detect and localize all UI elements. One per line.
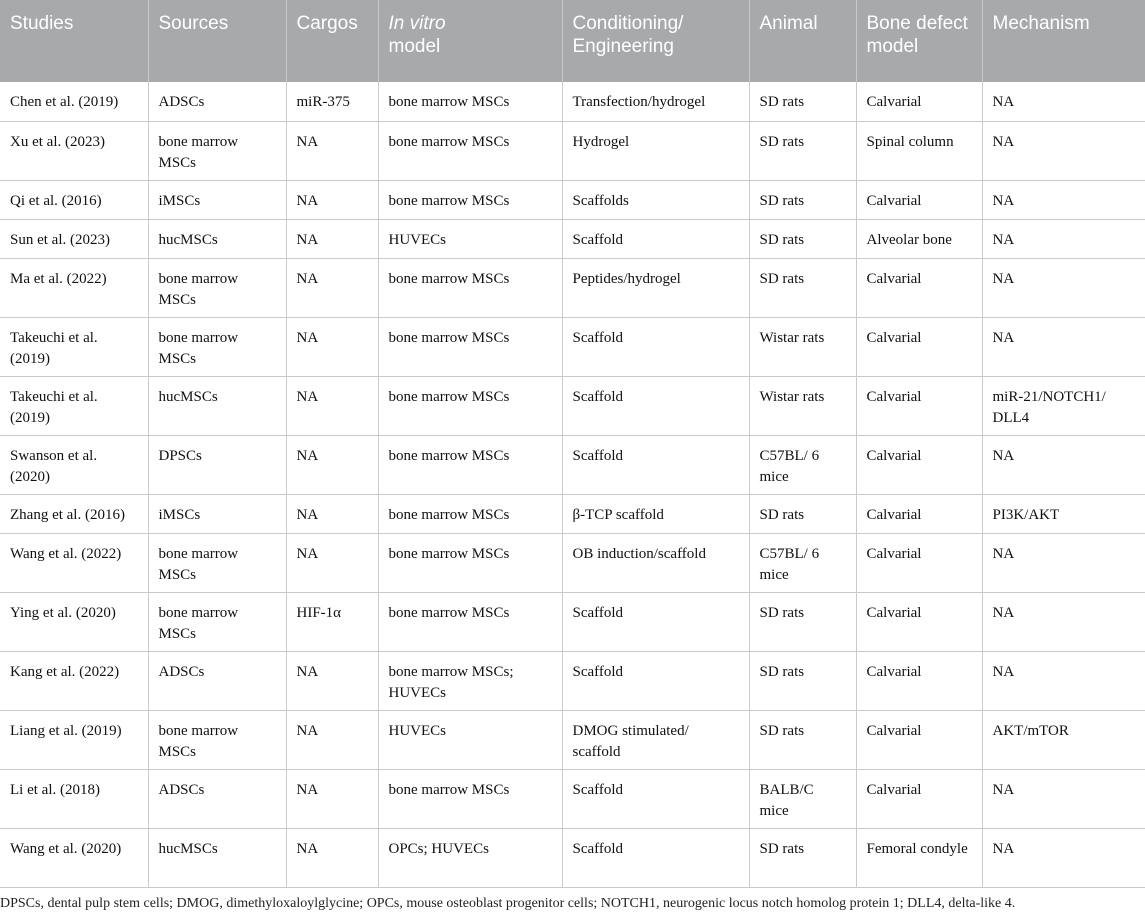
- table-cell: Sun et al. (2023): [0, 219, 148, 258]
- table-cell: NA: [286, 180, 378, 219]
- table-cell: Calvarial: [856, 769, 982, 828]
- table-cell: Spinal column: [856, 121, 982, 180]
- table-cell: bone marrow MSCs: [148, 533, 286, 592]
- table-row: [0, 258, 1145, 317]
- table-cell: SD rats: [749, 494, 856, 533]
- table-cell: Calvarial: [856, 533, 982, 592]
- table-row: [0, 769, 1145, 828]
- table-cell: bone marrow MSCs: [148, 710, 286, 769]
- table-cell: HUVECs: [378, 710, 562, 769]
- table-row: [0, 435, 1145, 494]
- table-cell: NA: [982, 769, 1145, 828]
- table-cell: DMOG stimulated/ scaffold: [562, 710, 749, 769]
- table-cell: SD rats: [749, 710, 856, 769]
- table-cell: Takeuchi et al. (2019): [0, 317, 148, 376]
- table-cell: NA: [982, 828, 1145, 887]
- table-cell: Scaffolds: [562, 180, 749, 219]
- table-cell: Scaffold: [562, 769, 749, 828]
- table-cell: Li et al. (2018): [0, 769, 148, 828]
- table-cell: Calvarial: [856, 494, 982, 533]
- table-cell: Alveolar bone: [856, 219, 982, 258]
- column-header: Bone defect model: [856, 0, 982, 82]
- table-cell: Takeuchi et al. (2019): [0, 376, 148, 435]
- table-cell: miR-375: [286, 82, 378, 121]
- table-cell: bone marrow MSCs: [378, 533, 562, 592]
- table-cell: Xu et al. (2023): [0, 121, 148, 180]
- table-cell: bone marrow MSCs: [378, 258, 562, 317]
- table-cell: Calvarial: [856, 710, 982, 769]
- table-row: [0, 710, 1145, 769]
- table-cell: OPCs; HUVECs: [378, 828, 562, 887]
- column-header: [378, 0, 562, 82]
- column-header: Cargos: [286, 0, 378, 82]
- column-header-italic: In vitro: [388, 13, 446, 34]
- table-cell: NA: [982, 435, 1145, 494]
- table-cell: Scaffold: [562, 828, 749, 887]
- table-cell: AKT/mTOR: [982, 710, 1145, 769]
- table-cell: Calvarial: [856, 435, 982, 494]
- table-cell: NA: [982, 121, 1145, 180]
- table-cell: ADSCs: [148, 82, 286, 121]
- table-footnote: DPSCs, dental pulp stem cells; DMOG, dimethyloxaloylglycine; OPCs, mouse osteoblast progenitor cells; NOTCH1, neurogenic locus notch homolog protein 1; DLL4, delta-like 4.: [0, 896, 1016, 911]
- table-cell: Calvarial: [856, 376, 982, 435]
- table-cell: NA: [286, 828, 378, 887]
- table-cell: hucMSCs: [148, 828, 286, 887]
- table-cell: hucMSCs: [148, 219, 286, 258]
- table-cell: bone marrow MSCs: [378, 376, 562, 435]
- table-cell: SD rats: [749, 180, 856, 219]
- table-row: [0, 82, 1145, 121]
- table-cell: bone marrow MSCs: [378, 317, 562, 376]
- table-cell: Calvarial: [856, 180, 982, 219]
- table-cell: DPSCs: [148, 435, 286, 494]
- table-cell: SD rats: [749, 828, 856, 887]
- table-cell: bone marrow MSCs: [378, 82, 562, 121]
- table-cell: NA: [286, 121, 378, 180]
- table-cell: SD rats: [749, 258, 856, 317]
- table-cell: SD rats: [749, 82, 856, 121]
- table-cell: bone marrow MSCs: [148, 121, 286, 180]
- table-cell: Scaffold: [562, 651, 749, 710]
- table-cell: NA: [286, 317, 378, 376]
- table-cell: NA: [286, 376, 378, 435]
- table-cell: Wistar rats: [749, 376, 856, 435]
- table-cell: bone marrow MSCs; HUVECs: [378, 651, 562, 710]
- table-cell: Calvarial: [856, 592, 982, 651]
- column-header: Conditioning/ Engineering: [562, 0, 749, 82]
- table-cell: BALB/C mice: [749, 769, 856, 828]
- table-cell: iMSCs: [148, 180, 286, 219]
- table-cell: bone marrow MSCs: [378, 769, 562, 828]
- table-row: [0, 828, 1145, 887]
- table-cell: NA: [286, 435, 378, 494]
- table-cell: NA: [982, 219, 1145, 258]
- table-row: [0, 180, 1145, 219]
- table-cell: NA: [982, 258, 1145, 317]
- table-cell: Zhang et al. (2016): [0, 494, 148, 533]
- table-cell: ADSCs: [148, 769, 286, 828]
- table-body: [0, 82, 1145, 887]
- table-cell: NA: [982, 533, 1145, 592]
- table-cell: bone marrow MSCs: [148, 258, 286, 317]
- table-cell: bone marrow MSCs: [148, 317, 286, 376]
- table-row: [0, 376, 1145, 435]
- table-cell: HUVECs: [378, 219, 562, 258]
- table-row: [0, 533, 1145, 592]
- table-cell: β-TCP scaffold: [562, 494, 749, 533]
- table-cell: hucMSCs: [148, 376, 286, 435]
- table-cell: C57BL/ 6 mice: [749, 533, 856, 592]
- table-cell: NA: [982, 592, 1145, 651]
- table-cell: NA: [286, 533, 378, 592]
- table-cell: bone marrow MSCs: [148, 592, 286, 651]
- column-header-rest: model: [388, 36, 441, 57]
- table-cell: Transfection/hydrogel: [562, 82, 749, 121]
- table-cell: Calvarial: [856, 317, 982, 376]
- table-cell: Swanson et al. (2020): [0, 435, 148, 494]
- table-cell: NA: [286, 769, 378, 828]
- table-cell: NA: [286, 494, 378, 533]
- table-cell: Ying et al. (2020): [0, 592, 148, 651]
- table-cell: Scaffold: [562, 219, 749, 258]
- table-cell: Wang et al. (2020): [0, 828, 148, 887]
- table-cell: Scaffold: [562, 376, 749, 435]
- table-cell: bone marrow MSCs: [378, 121, 562, 180]
- table-cell: SD rats: [749, 219, 856, 258]
- table-cell: Scaffold: [562, 435, 749, 494]
- table-cell: bone marrow MSCs: [378, 180, 562, 219]
- table-cell: iMSCs: [148, 494, 286, 533]
- column-header: Animal: [749, 0, 856, 82]
- table-row: [0, 219, 1145, 258]
- table-cell: NA: [286, 258, 378, 317]
- table-cell: HIF-1α: [286, 592, 378, 651]
- column-header: Studies: [0, 0, 148, 82]
- table-row: [0, 121, 1145, 180]
- table-cell: Qi et al. (2016): [0, 180, 148, 219]
- table-row: [0, 592, 1145, 651]
- table-cell: NA: [286, 710, 378, 769]
- table-cell: NA: [286, 219, 378, 258]
- table-cell: SD rats: [749, 651, 856, 710]
- table-row: [0, 651, 1145, 710]
- header-row: [0, 0, 1145, 82]
- table-cell: Hydrogel: [562, 121, 749, 180]
- table-cell: NA: [982, 180, 1145, 219]
- table-cell: Kang et al. (2022): [0, 651, 148, 710]
- table-cell: Wang et al. (2022): [0, 533, 148, 592]
- table-row: [0, 317, 1145, 376]
- table-cell: Calvarial: [856, 258, 982, 317]
- table-row: [0, 494, 1145, 533]
- table-cell: C57BL/ 6 mice: [749, 435, 856, 494]
- table-cell: Scaffold: [562, 592, 749, 651]
- table-cell: bone marrow MSCs: [378, 494, 562, 533]
- table-cell: Peptides/hydrogel: [562, 258, 749, 317]
- table-cell: Calvarial: [856, 651, 982, 710]
- table-cell: miR-21/NOTCH1/ DLL4: [982, 376, 1145, 435]
- table-cell: NA: [982, 317, 1145, 376]
- table-cell: bone marrow MSCs: [378, 435, 562, 494]
- table-cell: Chen et al. (2019): [0, 82, 148, 121]
- column-header: Mechanism: [982, 0, 1145, 82]
- table-cell: NA: [286, 651, 378, 710]
- table-cell: Wistar rats: [749, 317, 856, 376]
- table-cell: OB induction/scaffold: [562, 533, 749, 592]
- table-cell: NA: [982, 651, 1145, 710]
- table-cell: Liang et al. (2019): [0, 710, 148, 769]
- table-cell: Ma et al. (2022): [0, 258, 148, 317]
- table-cell: Femoral condyle: [856, 828, 982, 887]
- table-cell: SD rats: [749, 121, 856, 180]
- table-cell: NA: [982, 82, 1145, 121]
- table-cell: bone marrow MSCs: [378, 592, 562, 651]
- table-cell: Scaffold: [562, 317, 749, 376]
- table-cell: ADSCs: [148, 651, 286, 710]
- column-header: Sources: [148, 0, 286, 82]
- table-cell: SD rats: [749, 592, 856, 651]
- table-cell: PI3K/AKT: [982, 494, 1145, 533]
- table-cell: Calvarial: [856, 82, 982, 121]
